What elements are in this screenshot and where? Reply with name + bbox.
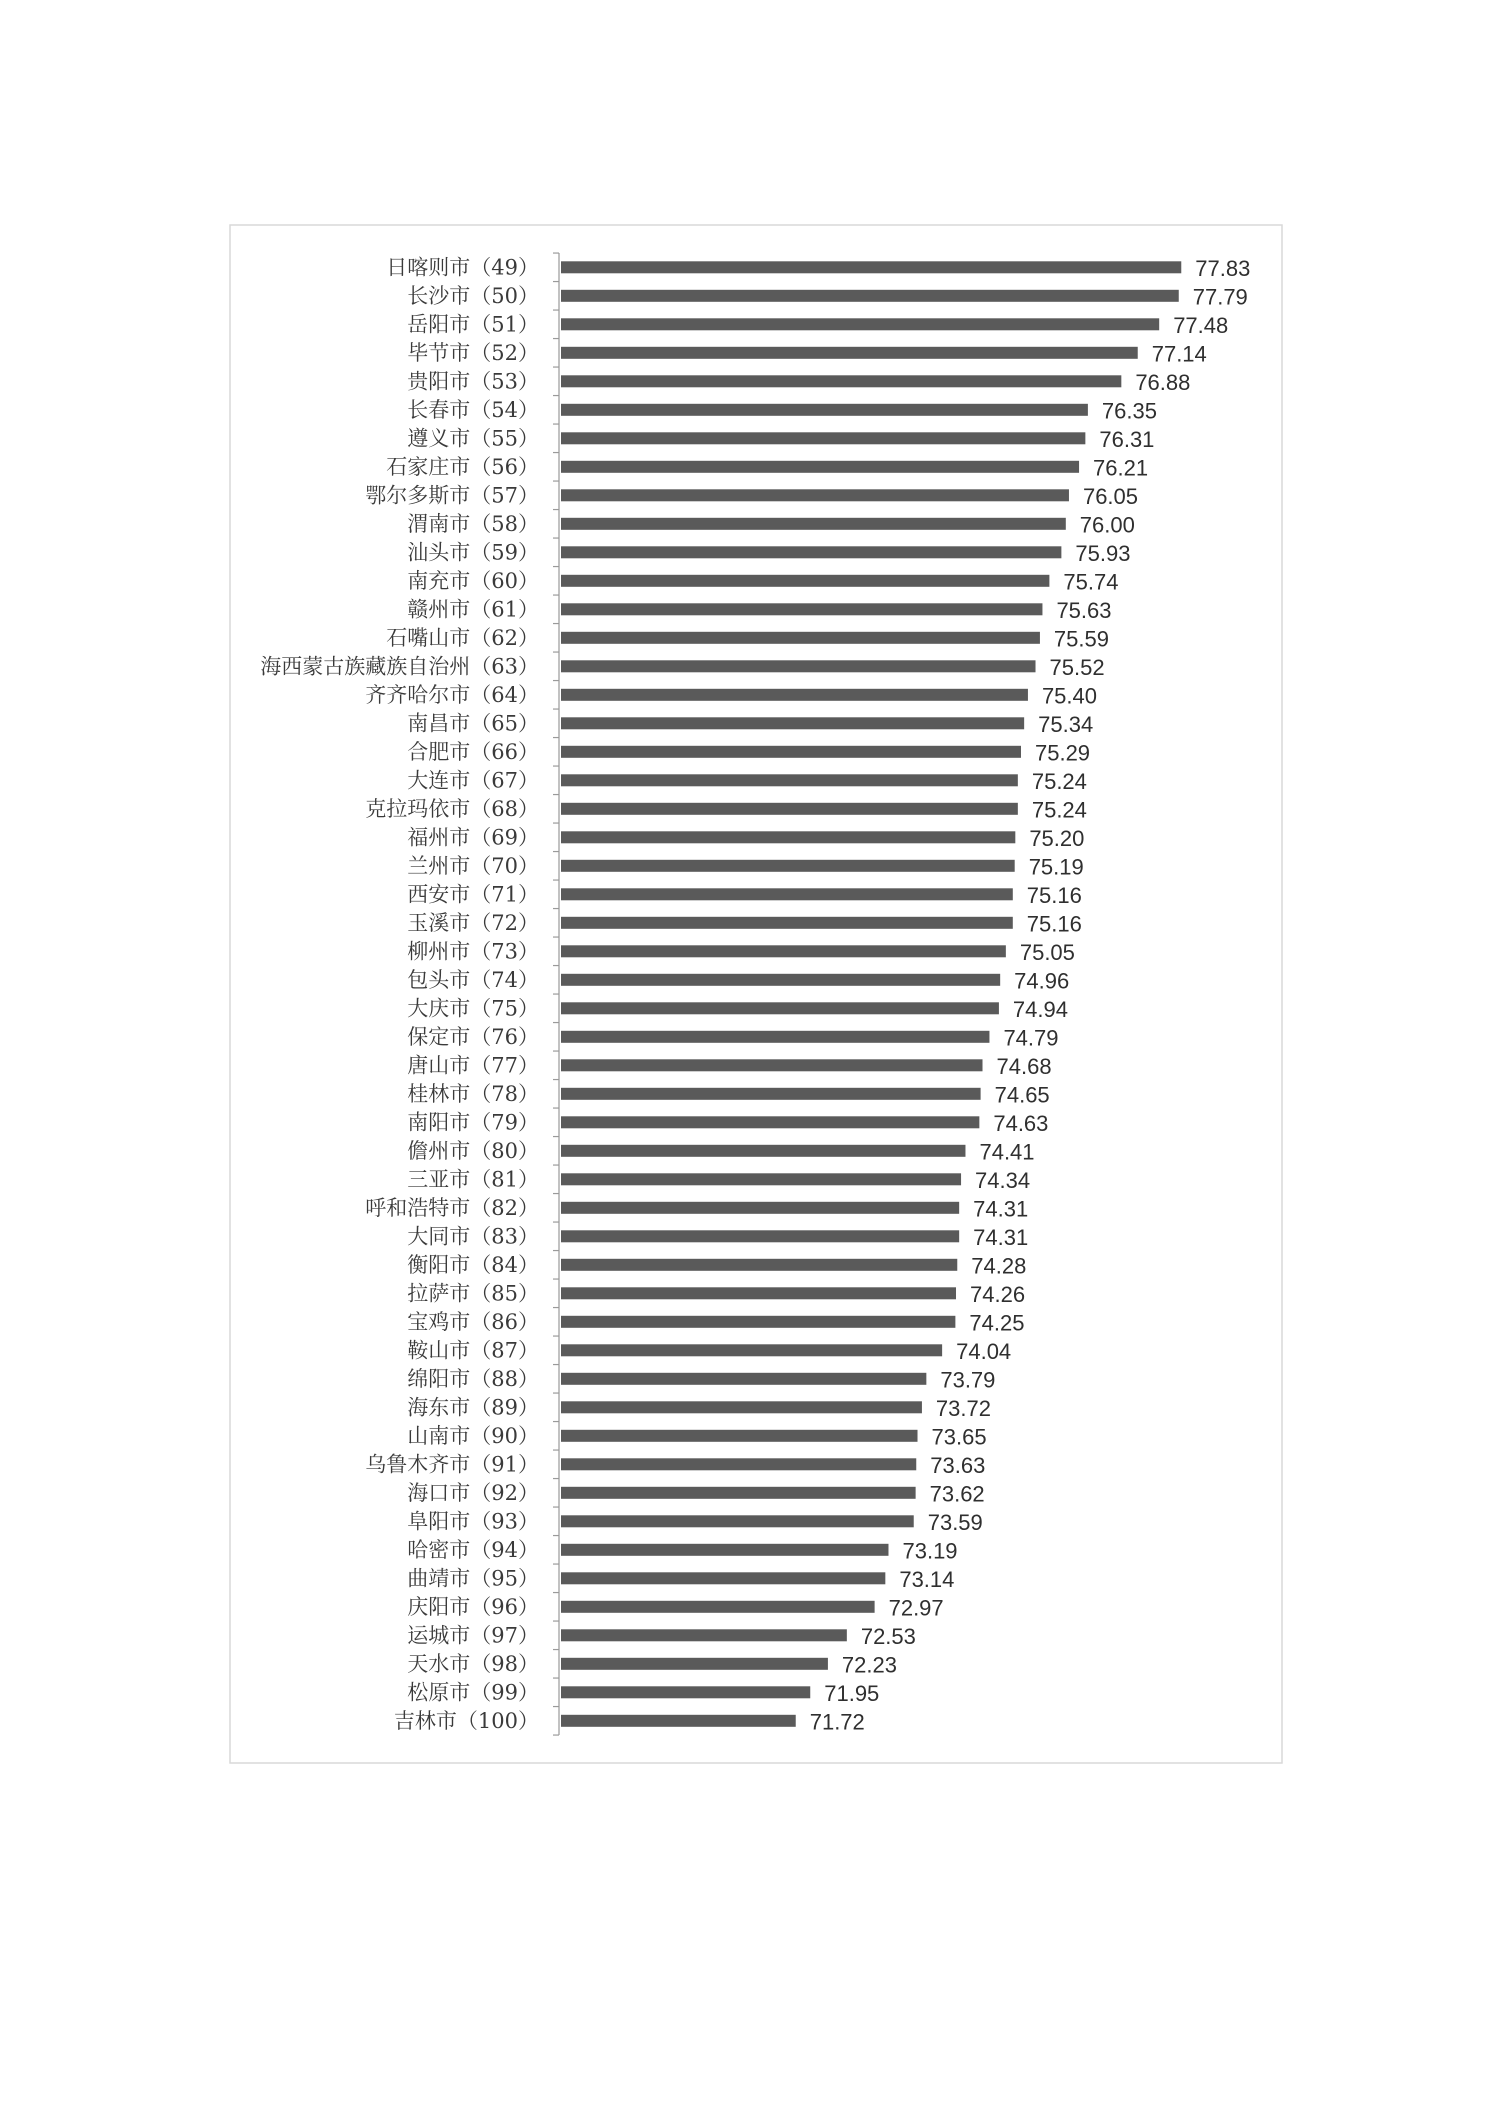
bar-9 xyxy=(561,518,1066,530)
bar-23 xyxy=(561,917,1013,929)
category-label-51: 吉林市（100） xyxy=(393,1708,539,1733)
bar-46 xyxy=(561,1572,885,1584)
value-label-43: 73.62 xyxy=(929,1481,985,1507)
bar-43 xyxy=(561,1487,916,1499)
category-label-50: 松原市（99） xyxy=(407,1680,539,1705)
category-label-28: 唐山市（77） xyxy=(407,1053,539,1078)
bar-5 xyxy=(561,404,1088,416)
category-label-9: 渭南市（58） xyxy=(407,511,539,536)
value-label-6: 76.31 xyxy=(1099,426,1155,452)
bar-26 xyxy=(561,1002,999,1014)
category-label-33: 呼和浩特市（82） xyxy=(365,1195,539,1220)
value-label-24: 75.05 xyxy=(1019,939,1075,965)
value-label-31: 74.41 xyxy=(979,1139,1035,1165)
value-label-2: 77.48 xyxy=(1173,312,1229,338)
category-label-1: 长沙市（50） xyxy=(407,283,539,308)
value-label-33: 74.31 xyxy=(973,1196,1029,1222)
category-label-19: 克拉玛依市（68） xyxy=(365,796,539,821)
value-label-48: 72.53 xyxy=(860,1623,916,1649)
category-label-48: 运城市（97） xyxy=(407,1623,539,1648)
value-label-38: 74.04 xyxy=(956,1338,1012,1364)
category-label-0: 日喀则市（49） xyxy=(386,255,539,280)
category-label-30: 南阳市（79） xyxy=(407,1110,539,1135)
value-label-18: 75.24 xyxy=(1031,768,1087,794)
category-label-27: 保定市（76） xyxy=(407,1024,539,1049)
bar-14 xyxy=(561,660,1036,672)
bar-4 xyxy=(561,375,1121,387)
bar-51 xyxy=(561,1715,796,1727)
bar-20 xyxy=(561,831,1015,843)
bar-47 xyxy=(561,1601,875,1613)
category-label-31: 儋州市（80） xyxy=(407,1138,539,1163)
category-label-10: 汕头市（59） xyxy=(407,540,539,565)
category-label-4: 贵阳市（53） xyxy=(407,369,539,394)
category-label-47: 庆阳市（96） xyxy=(407,1594,539,1619)
category-label-11: 南充市（60） xyxy=(407,568,539,593)
bar-0 xyxy=(561,261,1181,273)
bar-8 xyxy=(561,489,1069,501)
bar-19 xyxy=(561,803,1018,815)
bar-27 xyxy=(561,1031,989,1043)
category-label-46: 曲靖市（95） xyxy=(407,1566,539,1591)
value-label-19: 75.24 xyxy=(1031,797,1087,823)
bar-42 xyxy=(561,1458,916,1470)
category-label-13: 石嘴山市（62） xyxy=(386,625,539,650)
category-label-43: 海口市（92） xyxy=(407,1480,539,1505)
value-label-10: 75.93 xyxy=(1075,540,1131,566)
bar-24 xyxy=(561,945,1006,957)
category-label-49: 天水市（98） xyxy=(407,1651,539,1676)
bar-50 xyxy=(561,1686,810,1698)
category-label-17: 合肥市（66） xyxy=(407,739,539,764)
bar-28 xyxy=(561,1059,983,1071)
bar-18 xyxy=(561,774,1018,786)
category-label-36: 拉萨市（85） xyxy=(407,1281,539,1306)
value-label-17: 75.29 xyxy=(1034,740,1091,766)
bar-34 xyxy=(561,1230,959,1242)
value-label-34: 74.31 xyxy=(973,1224,1029,1250)
value-label-5: 76.35 xyxy=(1101,398,1157,424)
value-label-3: 77.14 xyxy=(1151,341,1207,367)
bar-15 xyxy=(561,689,1028,701)
value-label-37: 74.25 xyxy=(969,1310,1025,1336)
bar-48 xyxy=(561,1629,847,1641)
category-label-5: 长春市（54） xyxy=(407,397,539,422)
value-label-51: 71.72 xyxy=(809,1709,865,1735)
bar-21 xyxy=(561,860,1015,872)
value-label-36: 74.26 xyxy=(970,1281,1026,1307)
category-label-21: 兰州市（70） xyxy=(407,853,539,878)
value-label-30: 74.63 xyxy=(993,1110,1049,1136)
bar-44 xyxy=(561,1515,914,1527)
category-label-15: 齐齐哈尔市（64） xyxy=(365,682,539,707)
value-label-49: 72.23 xyxy=(841,1652,897,1678)
value-label-41: 73.65 xyxy=(931,1424,987,1450)
bar-12 xyxy=(561,603,1042,615)
category-label-18: 大连市（67） xyxy=(407,768,539,793)
category-label-6: 遵义市（55） xyxy=(407,426,539,451)
bar-49 xyxy=(561,1658,828,1670)
bar-2 xyxy=(561,318,1159,330)
bar-36 xyxy=(561,1287,956,1299)
value-label-22: 75.16 xyxy=(1026,882,1082,908)
value-label-40: 73.72 xyxy=(935,1395,991,1421)
category-label-7: 石家庄市（56） xyxy=(386,454,539,479)
bar-35 xyxy=(561,1259,957,1271)
category-label-39: 绵阳市（88） xyxy=(407,1366,539,1391)
value-label-14: 75.52 xyxy=(1049,654,1105,680)
category-label-2: 岳阳市（51） xyxy=(407,312,539,337)
value-label-50: 71.95 xyxy=(824,1680,880,1706)
value-label-45: 73.19 xyxy=(902,1538,958,1564)
value-label-27: 74.79 xyxy=(1003,1025,1059,1051)
category-label-25: 包头市（74） xyxy=(407,967,539,992)
value-label-42: 73.63 xyxy=(930,1452,986,1478)
value-label-7: 76.21 xyxy=(1093,455,1149,481)
value-label-47: 72.97 xyxy=(888,1595,944,1621)
value-label-28: 74.68 xyxy=(996,1053,1052,1079)
value-label-9: 76.00 xyxy=(1079,512,1135,538)
bar-37 xyxy=(561,1316,955,1328)
bar-32 xyxy=(561,1173,961,1185)
value-label-29: 74.65 xyxy=(994,1082,1050,1108)
category-label-20: 福州市（69） xyxy=(407,825,539,850)
bar-1 xyxy=(561,290,1179,302)
category-label-8: 鄂尔多斯市（57） xyxy=(365,483,539,508)
bar-38 xyxy=(561,1344,942,1356)
bar-39 xyxy=(561,1373,926,1385)
category-label-37: 宝鸡市（86） xyxy=(407,1309,539,1334)
value-label-44: 73.59 xyxy=(927,1509,983,1535)
bar-31 xyxy=(561,1145,965,1157)
value-label-8: 76.05 xyxy=(1082,483,1139,509)
category-label-24: 柳州市（73） xyxy=(407,939,539,964)
bar-13 xyxy=(561,632,1040,644)
value-label-13: 75.59 xyxy=(1053,626,1109,652)
category-label-38: 鞍山市（87） xyxy=(407,1338,539,1363)
category-label-45: 哈密市（94） xyxy=(407,1537,539,1562)
value-label-1: 77.79 xyxy=(1192,284,1248,310)
value-label-21: 75.19 xyxy=(1028,854,1084,880)
bar-6 xyxy=(561,432,1085,444)
value-label-0: 77.83 xyxy=(1195,255,1251,281)
bar-16 xyxy=(561,717,1024,729)
value-label-32: 74.34 xyxy=(975,1167,1031,1193)
bar-33 xyxy=(561,1202,959,1214)
category-label-42: 乌鲁木齐市（91） xyxy=(365,1452,539,1477)
value-label-11: 75.74 xyxy=(1063,569,1119,595)
value-label-15: 75.40 xyxy=(1041,683,1098,709)
category-label-44: 阜阳市（93） xyxy=(407,1509,539,1534)
category-label-22: 西安市（71） xyxy=(407,882,539,907)
value-label-4: 76.88 xyxy=(1135,369,1191,395)
category-label-14: 海西蒙古族藏族自治州（63） xyxy=(260,654,539,679)
bar-3 xyxy=(561,347,1138,359)
value-label-12: 75.63 xyxy=(1056,597,1112,623)
bar-17 xyxy=(561,746,1021,758)
category-label-41: 山南市（90） xyxy=(407,1423,539,1448)
category-label-12: 赣州市（61） xyxy=(407,597,539,622)
category-label-35: 衡阳市（84） xyxy=(407,1252,539,1277)
bar-45 xyxy=(561,1544,888,1556)
value-label-23: 75.16 xyxy=(1026,911,1082,937)
bar-11 xyxy=(561,575,1049,587)
value-label-39: 73.79 xyxy=(940,1367,996,1393)
category-label-3: 毕节市（52） xyxy=(407,340,539,365)
category-label-32: 三亚市（81） xyxy=(407,1167,539,1192)
value-label-35: 74.28 xyxy=(971,1253,1027,1279)
category-label-29: 桂林市（78） xyxy=(407,1081,539,1106)
value-label-26: 74.94 xyxy=(1012,996,1068,1022)
bar-30 xyxy=(561,1116,979,1128)
category-label-26: 大庆市（75） xyxy=(407,996,539,1021)
value-label-46: 73.14 xyxy=(899,1566,955,1592)
bar-40 xyxy=(561,1401,922,1413)
value-label-25: 74.96 xyxy=(1014,968,1070,994)
bar-25 xyxy=(561,974,1000,986)
category-label-40: 海东市（89） xyxy=(407,1395,539,1420)
value-label-16: 75.34 xyxy=(1038,711,1094,737)
category-label-16: 南昌市（65） xyxy=(407,711,539,736)
bar-10 xyxy=(561,546,1061,558)
value-label-20: 75.20 xyxy=(1029,825,1085,851)
bar-41 xyxy=(561,1430,918,1442)
category-label-34: 大同市（83） xyxy=(407,1224,539,1249)
bar-22 xyxy=(561,888,1013,900)
category-label-23: 玉溪市（72） xyxy=(407,910,539,935)
bar-7 xyxy=(561,461,1079,473)
bar-29 xyxy=(561,1088,981,1100)
